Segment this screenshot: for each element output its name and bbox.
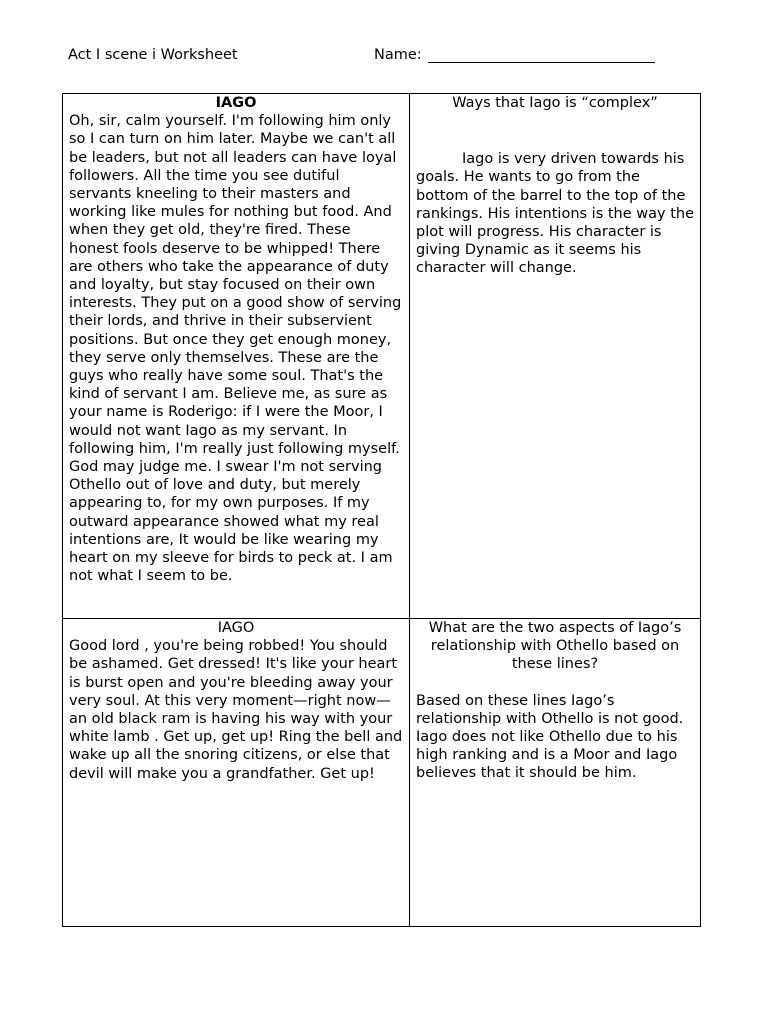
- question-1: Ways that Iago is “complex”: [452, 95, 658, 111]
- worksheet-header: [68, 45, 708, 65]
- spacer: [416, 674, 694, 692]
- quote-speaker-2: IAGO: [217, 620, 255, 636]
- spacer: [416, 112, 694, 150]
- quote-text-2: Good lord , you're being robbed! You should be ashamed. Get dressed! It's like your heart is burst open and you're bleeding away your very soul. At this very moment—right now—an old black ram is having his way with your white lamb . Get up, get up! Ring the bell and wake up all the snoring citizens, or else that devil will make you a grandfather. Get up!: [69, 638, 403, 782]
- answer-1: Iago is very driven towards his goals. He wants to go from the bottom of the barrel to the top of the rankings. His intentions is the way the plot will progress. His character is giving Dynamic as it seems his character will change.: [416, 151, 695, 277]
- worksheet-title: Act I scene i Worksheet: [68, 47, 238, 63]
- quote-speaker-1: IAGO: [215, 95, 257, 111]
- question-2: What are the two aspects of Iago’s relationship with Othello based on these lines?: [428, 620, 682, 673]
- answer-2: Based on these lines Iago’s relationship with Othello is not good. Iago does not like Othello due to his high ranking and is a Moor and Iago believes that it should be him.: [416, 692, 684, 782]
- response-cell-1: [410, 94, 700, 619]
- name-blank-line[interactable]: [428, 45, 655, 63]
- name-label: Name:: [374, 47, 422, 63]
- quote-cell-2: [63, 619, 410, 926]
- quote-text-1: Oh, sir, calm yourself. I'm following him only so I can turn on him later. Maybe we can't all be leaders, but not all leaders can have loyal followers. All the time you see dutiful servants kneeling to their masters and working like mules for nothing but food. And when they get old, they're fired. These honest fools deserve to be whipped! There are others who take the appearance of duty and loyalty, but stay focused on their own interests. They put on a good show of serving their lords, and thrive in their subservient positions. But once they get enough money, they serve only themselves. These are the guys who really have some soul. That's the kind of servant I am. Believe me, as sure as your name is Roderigo: if I were the Moor, I would not want Iago as my servant. In following him, I'm really just following myself. God may judge me. I swear I'm not serving Othello out of love and duty, but merely appearing to, for my own purposes. If my outward appearance showed what my real intentions are, It would be like wearing my heart on my sleeve for birds to peck at. I am not what I seem to be.: [69, 113, 402, 585]
- response-cell-2: [410, 619, 700, 926]
- worksheet-table: [62, 93, 701, 927]
- quote-cell-1: [63, 94, 410, 619]
